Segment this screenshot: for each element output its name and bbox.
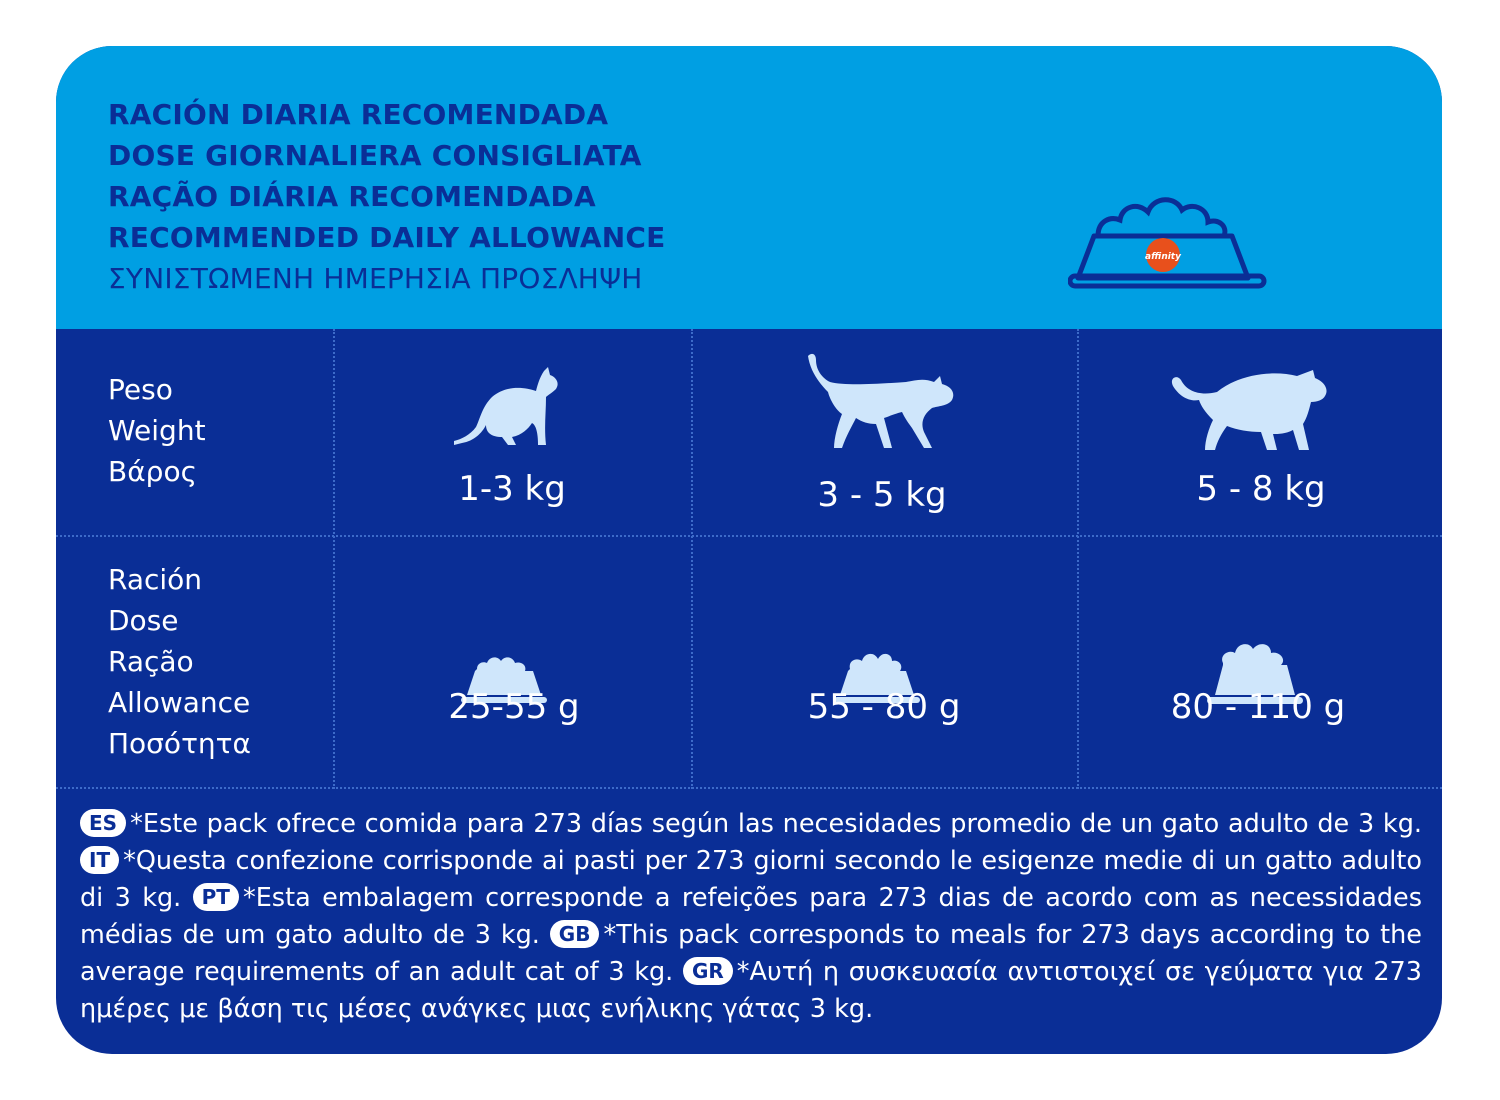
weight-value-1: 1-3 kg: [458, 469, 566, 509]
column-divider: [1077, 329, 1079, 789]
note-it: *Questa confezione corrisponde ai pasti per 273 giorni secondo le esigenze medie di un gatto adulto di 3 kg.: [80, 846, 1422, 913]
row-divider: [56, 535, 1442, 537]
label-dose: Dose: [108, 604, 179, 637]
label-posotita: Ποσότητα: [108, 727, 251, 760]
label-weight: Weight: [108, 414, 206, 447]
note-es: *Este pack ofrece comida para 273 días según las necesidades promedio de un gato adulto de 3 kg.: [130, 809, 1422, 839]
note-pt: *Esta embalagem corresponde a refeições para 273 dias de acordo com as necessidades médias de um gato adulto de 3 kg.: [80, 883, 1422, 950]
ration-value-2: 55 - 80 g: [807, 687, 961, 727]
ration-value-3: 80 - 110 g: [1170, 687, 1346, 727]
label-allowance: Allowance: [108, 686, 251, 719]
badge-es: ES: [80, 809, 126, 837]
ration-value-1: 25-55 g: [448, 687, 580, 727]
weight-value-2: 3 - 5 kg: [817, 475, 947, 515]
header-panel: [56, 46, 1442, 329]
label-varos: Βάρος: [108, 455, 198, 488]
feeding-guide-card: [56, 46, 1442, 1054]
badge-it: IT: [80, 846, 119, 874]
title-pt: RAÇÃO DIÁRIA RECOMENDADA: [108, 180, 596, 213]
badge-pt: PT: [193, 883, 239, 911]
title-gb: RECOMMENDED DAILY ALLOWANCE: [108, 221, 666, 254]
label-racion: Ración: [108, 563, 203, 596]
weight-row-label: [108, 369, 206, 492]
small-cat-sitting-icon: [452, 367, 564, 449]
title-gr: ΣΥΝΙΣΤΩΜΕΝΗ ΗΜΕΡΗΣΙΑ ΠΡΟΣΛΗΨΗ: [108, 262, 643, 295]
note-gb: *This pack corresponds to meals for 273 days according to the average requirements of an adult cat of 3 kg.: [80, 920, 1422, 987]
footnote-text: [80, 806, 1422, 1028]
note-gr: *Αυτή η συσκευασία αντιστοιχεί σε γεύματα για 273 ημέρες με βάση τις μέσες ανάγκες μιας ενήλικης γάτας 3 kg.: [80, 957, 1422, 1024]
ration-row-label: [108, 559, 251, 764]
food-bowl-logo-icon: [1068, 176, 1268, 291]
feeding-table: [56, 329, 1442, 789]
cat-walking-icon: [806, 352, 958, 452]
label-racao: Ração: [108, 645, 194, 678]
large-cat-walking-icon: [1169, 362, 1331, 454]
column-divider: [333, 329, 335, 789]
weight-value-3: 5 - 8 kg: [1196, 469, 1326, 509]
logo-text: affinity: [1145, 252, 1181, 262]
row-divider: [56, 787, 1442, 789]
badge-gr: GR: [683, 957, 733, 985]
column-divider: [691, 329, 693, 789]
label-peso: Peso: [108, 373, 173, 406]
title-es: RACIÓN DIARIA RECOMENDADA: [108, 98, 609, 131]
title-block: [108, 94, 665, 299]
title-it: DOSE GIORNALIERA CONSIGLIATA: [108, 139, 642, 172]
badge-gb: GB: [550, 920, 600, 948]
